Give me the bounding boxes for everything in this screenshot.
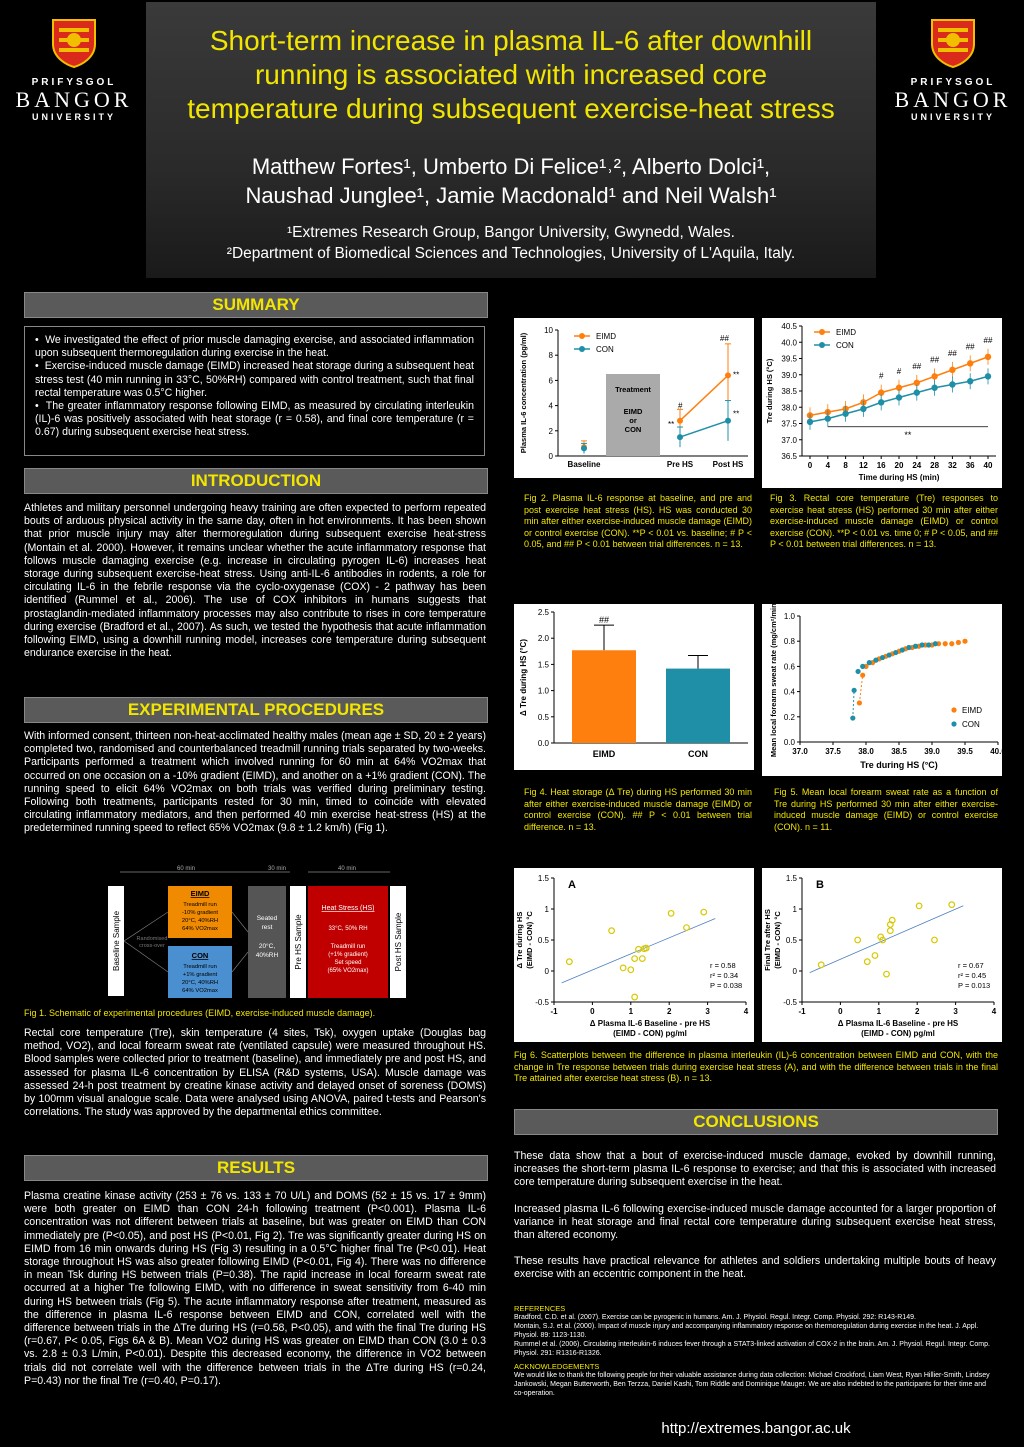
legend-marker — [819, 329, 825, 335]
annotation: ## — [930, 355, 940, 365]
logo-right: PRIFYSGOL BANGOR UNIVERSITY — [883, 18, 1023, 122]
fig1-schematic — [100, 862, 420, 1002]
legend-label: EIMD — [836, 328, 856, 337]
data-point — [684, 925, 690, 931]
data-point — [943, 641, 948, 646]
authors: Matthew Fortes¹, Umberto Di Felice¹˒², Alberto Dolci¹, Naushad Junglee¹, Jamie Macdonald¹ and Neil Walsh¹ — [245, 154, 777, 208]
y-tick-label: 6 — [548, 376, 553, 386]
poster-header — [146, 2, 876, 278]
data-point — [725, 372, 731, 378]
y-tick-label: 39.0 — [781, 370, 797, 380]
data-point — [872, 953, 878, 959]
svg-text:-10% gradient: -10% gradient — [181, 910, 219, 916]
svg-text:Treadmill run: Treadmill run — [183, 964, 217, 970]
y-tick-label: 36.5 — [781, 452, 797, 461]
x-tick-label: 39.5 — [957, 747, 973, 756]
svg-text:20°C,: 20°C, — [258, 943, 276, 950]
poster-title: Short-term increase in plasma IL-6 after downhill running is associated with increased core temperature during subsequent exercise-heat stress — [187, 25, 835, 124]
regression-line — [562, 918, 716, 982]
x-tick-label: -1 — [550, 1007, 558, 1016]
annotation: ** — [733, 370, 740, 380]
annotation: ** — [668, 420, 675, 430]
svg-text:Set speed: Set speed — [334, 960, 362, 966]
x-axis-label: Δ Plasma IL-6 Baseline - pre HS — [589, 1019, 711, 1028]
data-point — [949, 641, 954, 646]
data-point — [888, 928, 894, 934]
annotation: # — [896, 366, 902, 376]
y-tick-label: 2 — [548, 426, 553, 436]
data-point — [893, 650, 898, 655]
panel-label: B — [816, 879, 824, 891]
svg-text:20°C, 40%RH: 20°C, 40%RH — [181, 980, 219, 986]
y-tick-label: 0.0 — [537, 739, 549, 748]
series-line — [853, 690, 854, 718]
experimental-text-1: With informed consent, thirteen non-heat-acclimated healthy males (mean age ± SD, 20 ± 2 years) completed two, randomised and counterbalanced treadmill running trials separated by two-weeks. Participants performed a treatment which involved running for 60 min at 64% VO2max that occurred on one occasion on a -10% gradient (EIMD), and another on a +1% gradient (CON). The running speed to elicit 64% VO2max on both trials was verified during preliminary testing. Following both treatments, participants rested for 30 min, timed to coincide with elevated circulating inflammatory mediators, and then performed 40 min exercise heat-stress (HS) at the predetermined running speed to reflect 65% VO2max (9.8 ± 1.2 km/h) (Fig 1). — [24, 730, 486, 835]
data-point — [842, 411, 848, 417]
x-axis-label: (EIMD - CON) pg/ml — [861, 1029, 935, 1038]
data-point — [581, 445, 587, 451]
annotation: ## — [720, 333, 729, 343]
legend-label: CON — [596, 345, 614, 354]
y-axis-label: Tre during HS (°C) — [765, 358, 774, 424]
x-tick-label: -1 — [798, 1007, 806, 1016]
y-tick-label: 1.5 — [785, 874, 797, 883]
summary-bullet: • We investigated the effect of prior muscle damaging exercise, and associated inflammation upon subsequent thermoregulation during exercise in the heat. — [35, 334, 474, 360]
summary-box — [24, 326, 485, 456]
fig4-chart — [514, 604, 754, 770]
y-tick-label: 8 — [548, 351, 553, 361]
x-tick-label: 12 — [858, 461, 868, 470]
fig3-caption: Fig 3. Rectal core temperature (Tre) responses to exercise heat stress (HS) performed 30 min after either exercise-induced muscle damage (EIMD) or control exercise (CON). **P < 0.01 vs. time 0; # P < 0.05, and ## P < 0.01 between trial differences. n = 13. — [770, 493, 998, 549]
footer-url[interactable]: http://extremes.bangor.ac.uk — [661, 1420, 851, 1437]
data-point — [567, 959, 573, 965]
x-tick-label: 4 — [825, 461, 831, 470]
y-tick-label: 39.5 — [781, 354, 797, 364]
data-point — [807, 419, 813, 425]
x-tick-label: CON — [688, 749, 708, 759]
treatment-label: EIMD — [623, 407, 643, 416]
fig1-eimd-title: EIMD — [190, 889, 210, 898]
svg-text:rest: rest — [261, 924, 273, 931]
x-tick-label: 3 — [705, 1007, 710, 1016]
y-tick-label: 0 — [544, 967, 549, 976]
data-point — [962, 639, 967, 644]
reference-item: Bradford, C.D. et al. (2007). Exercise can be pyrogenic in humans. Am. J. Physiol. Regul. Integr. Comp. Physiol. 292: R143-R149. — [514, 1314, 916, 1321]
x-tick-label: 39.0 — [924, 747, 940, 756]
data-point — [860, 406, 866, 412]
legend-label: EIMD — [596, 332, 616, 341]
svg-text:20°C, 40%RH: 20°C, 40%RH — [181, 918, 219, 924]
annotation: ** — [904, 429, 912, 440]
x-tick-label: 40 — [983, 461, 993, 470]
y-tick-label: 0.0 — [783, 738, 795, 747]
y-tick-label: 0.2 — [783, 712, 795, 722]
series-line — [859, 675, 862, 703]
data-point — [855, 937, 861, 943]
x-axis-label: (EIMD - CON) pg/ml — [613, 1029, 687, 1038]
x-tick-label: 0 — [590, 1007, 595, 1016]
introduction-text: Athletes and military personnel undergoing heavy training are often expected to perform repeated bouts of arduous physical activity in the same day, often in hot environments. It has been shown that prior muscle injury may alter thermoregulation during subsequent exercise heat-stress (Montain et al. 2000). However, it remains unclear whether the acute inflammatory response that follows muscle damaging exercise (e.g. increase in circulating pyrogen IL-6) increases heat storage during subsequent exercise-heat stress. Using anti-IL-6 antibodies in rodents, a role for circulating IL-6 in the febrile response via the cyclo-oxygenase (COX) - 2 pathway has been identified (Rummel et al., 2006). The use of COX inhibitors in humans suggests that prostaglandin-mediated inflammatory processes may also contribute to rises in core temperature during exercise (Bradford et al., 2007). As such, we tested the hypothesis that acute inflammation following EIMD, using a downhill running model, increases core temperature during subsequent endurance exercise in the heat. — [24, 502, 486, 660]
stat-label: r = 0.67 — [958, 961, 984, 970]
data-point — [913, 644, 918, 649]
data-point — [855, 669, 860, 674]
results-heading: RESULTS — [24, 1155, 488, 1181]
y-axis-label: Final Tre after HS — [763, 909, 772, 971]
data-point — [880, 655, 885, 660]
data-point — [920, 642, 925, 647]
fig1-baseline-sample: Baseline Sample — [112, 910, 121, 972]
series-line — [680, 375, 728, 420]
data-point — [701, 909, 707, 915]
data-point — [906, 645, 911, 650]
fig1-randomised: Randomised — [136, 936, 168, 942]
data-point — [956, 640, 961, 645]
y-axis-label: Δ Tre during HS (°C) — [519, 639, 528, 716]
fig1-caption: Fig 1. Schematic of experimental procedures (EIMD, exercise-induced muscle damage). — [24, 1008, 376, 1018]
data-point — [628, 967, 634, 973]
stat-label: r = 0.58 — [710, 961, 736, 970]
fig5-caption: Fig 5. Mean local forearm sweat rate as a function of Tre during HS performed 30 min after either exercise-induced muscle damage (EIMD) or control exercise (CON). n = 11. — [774, 787, 998, 832]
fig1-prehs-sample: Pre HS Sample — [294, 914, 303, 970]
svg-text:33°C, 50% RH: 33°C, 50% RH — [328, 926, 368, 932]
data-point — [677, 418, 683, 424]
annotation: ## — [965, 342, 975, 352]
data-point — [932, 937, 938, 943]
x-tick-label: 4 — [743, 1007, 749, 1016]
x-tick-label: Baseline — [567, 460, 601, 469]
x-tick-label: 37.0 — [792, 747, 808, 756]
fig1-hs-title: Heat Stress (HS) — [321, 905, 375, 912]
annotation: ## — [912, 361, 922, 371]
legend-marker — [579, 333, 585, 339]
x-tick-label: 1 — [628, 1007, 634, 1016]
summary-bullet: • The greater inflammatory response following EIMD, as measured by circulating interleukin (IL)-6 was positively associated with heat storage (r = 0.58), and final core temperature (r = 0.67) during subsequent exercise heat stress. — [35, 400, 474, 439]
affiliations: ¹Extremes Research Group, Bangor University, Gwynedd, Wales. ²Department of Biomedical Sciences and Technologies, University of L'Aquila, Italy. — [226, 224, 796, 262]
y-axis-label: Plasma IL-6 concentration (pg/ml) — [519, 332, 528, 454]
svg-text:Treadmill run: Treadmill run — [183, 902, 217, 908]
y-tick-label: 0.6 — [783, 662, 795, 672]
panel-label: A — [568, 879, 576, 891]
summary-bullet: • Exercise-induced muscle damage (EIMD) increased heat storage during a subsequent heat stress test (40 min running in 33°C, 50%RH) compared with control treatment, such that final rectal temperature was 0.5°C higher. — [35, 360, 474, 399]
treatment-label: or — [629, 416, 637, 425]
data-point — [949, 367, 955, 373]
legend-marker — [951, 721, 956, 726]
fig2-caption: Fig 2. Plasma IL-6 response at baseline, and pre and post exercise heat stress (HS). HS was conducted 30 min after either exercise-induced muscle damage (EIMD) or control exercise (CON). **P < 0.01 vs. baseline; # P < 0.05, and ## P < 0.01 between trial differences. n = 13. — [524, 493, 752, 549]
stat-label: P = 0.013 — [958, 981, 991, 990]
y-tick-label: 40.5 — [781, 322, 797, 331]
y-tick-label: -0.5 — [783, 998, 797, 1007]
y-tick-label: 37.5 — [781, 419, 797, 429]
fig6-caption: Fig 6. Scatterplots between the difference in plasma interleukin (IL)-6 concentration between EIMD and CON, with the change in Tre response between trials during exercise heat stress (A), and with the difference between trials in the final Tre attained after exercise heat stress (B). n = 13. — [514, 1050, 998, 1083]
data-point — [873, 658, 878, 663]
legend-marker — [951, 707, 956, 712]
data-point — [967, 360, 973, 366]
y-tick-label: 4 — [548, 401, 553, 411]
legend-label: CON — [962, 720, 980, 729]
bar — [572, 650, 636, 743]
x-axis-label: Tre during HS (°C) — [860, 760, 938, 770]
svg-text:(+1% gradient): (+1% gradient) — [328, 952, 368, 958]
x-tick-label: 24 — [912, 461, 922, 470]
treatment-label: Treatment — [615, 385, 651, 394]
data-point — [931, 385, 937, 391]
x-tick-label: 20 — [894, 461, 904, 470]
data-point — [867, 660, 872, 665]
data-point — [636, 947, 642, 953]
fig1-posths-sample: Post HS Sample — [394, 912, 403, 972]
y-tick-label: 1.5 — [537, 874, 549, 883]
introduction-heading: INTRODUCTION — [24, 468, 488, 494]
y-tick-label: 0 — [548, 452, 553, 461]
fig5-chart — [762, 600, 1006, 776]
fig4-caption: Fig 4. Heat storage (Δ Tre) during HS performed 30 min after either exercise-induced muscle damage (EIMD) or control exercise (CON). ## P < 0.01 between trial difference. n = 13. — [524, 787, 752, 832]
annotation: ## — [947, 348, 957, 358]
data-point — [857, 700, 862, 705]
fig1-rest: Seated — [256, 915, 278, 922]
conclusions-heading: CONCLUSIONS — [514, 1109, 998, 1135]
data-point — [916, 903, 922, 909]
data-point — [931, 373, 937, 379]
data-point — [900, 647, 905, 652]
y-tick-label: 1 — [544, 905, 549, 914]
references: REFERENCES Bradford, C.D. et al. (2007). Exercise can be pyrogenic in humans. Am. J. Physiol. Regul. Integr. Comp. Physiol. 292: R143-R149. Montain, S.J. et al. (2000). Impact of muscle injury and accompanying inflammatory response on thermoregulation during exercise in the heat. J. Appl. Physiol. 89: 1123-1130. Rummel et al. (2006). Circulating interleukin-6 induces fever through a STAT3-linked activation of COX-2 in the brain. Am. J. Physiol. Regul. Integr. Comp. Physiol. 291: R1316-R1326. ACKNOWLEDGEMENTS We would like to thank the following people for their valuable assistance during data collection: Michael Crockford, Liam West, Ryan Hillier-Smith, Lindsey Jankowski, Megan Butterworth, Ben Terzza, Daniel Kashi, Tom Riddle and Dominique Mauger. We are also indebted to the participants for their time and co-operation. — [514, 1304, 996, 1398]
y-tick-label: 1.5 — [537, 660, 549, 670]
y-tick-label: 0.5 — [537, 936, 549, 945]
y-tick-label: 0.5 — [785, 936, 797, 945]
y-tick-label: 1.0 — [537, 686, 549, 696]
x-tick-label: 8 — [843, 461, 848, 470]
fig1-time-60: 60 min — [176, 866, 196, 872]
data-point — [609, 928, 615, 934]
series-line — [680, 421, 728, 437]
data-point — [850, 715, 855, 720]
svg-text:40%RH: 40%RH — [255, 952, 279, 959]
shield-icon — [930, 18, 976, 68]
y-axis-label: (EIMD - CON) °C — [773, 911, 782, 969]
data-point — [860, 673, 865, 678]
fig2-chart — [514, 318, 754, 478]
annotation: # — [678, 401, 683, 411]
fig6a-chart — [514, 868, 754, 1042]
svg-text:64% VO2max: 64% VO2max — [182, 926, 218, 932]
data-point — [825, 415, 831, 421]
y-tick-label: 38.5 — [781, 387, 797, 396]
acknowledgements: We would like to thank the following people for their valuable assistance during data collection: Michael Crockford, Liam West, Ryan Hillier-Smith, Lindsey Jankowski, Megan Butterworth, Ben Terzza, Daniel Kashi, Tom Riddle and Dominique Mauger. We are also indebted to the participants for their time and co-operation. — [514, 1372, 990, 1397]
svg-text:Treadmill run: Treadmill run — [330, 944, 366, 950]
regression-line — [810, 906, 964, 973]
x-tick-label: 1 — [876, 1007, 882, 1016]
fig6b-chart — [762, 868, 1002, 1042]
shield-icon — [51, 18, 97, 68]
annotation: ## — [983, 335, 993, 345]
y-axis-label: Mean local forearm sweat rate (mg/cm²/min) — [769, 600, 778, 758]
x-tick-label: 40.0 — [990, 747, 1006, 756]
fig1-time-40: 40 min — [337, 866, 357, 872]
svg-text:+1% gradient: +1% gradient — [182, 972, 218, 978]
legend-label: EIMD — [962, 706, 982, 715]
y-tick-label: -0.5 — [535, 998, 549, 1007]
legend-marker — [819, 342, 825, 348]
y-tick-label: 0.8 — [783, 637, 795, 647]
x-tick-label: 4 — [991, 1007, 997, 1016]
fig3-chart — [762, 318, 1002, 488]
stat-label: r² = 0.45 — [958, 971, 987, 980]
y-tick-label: 40.0 — [781, 338, 797, 348]
x-tick-label: 32 — [947, 461, 957, 470]
y-tick-label: 10 — [544, 326, 553, 335]
data-point — [677, 434, 683, 440]
y-tick-label: 0 — [792, 967, 797, 976]
reference-item: Rummel et al. (2006). Circulating interleukin-6 induces fever through a STAT3-linked activation of COX-2 in the brain. Am. J. Physiol. Regul. Integr. Comp. Physiol. 291: R1316-R1326. — [514, 1341, 990, 1357]
legend-label: CON — [836, 341, 854, 350]
data-point — [985, 354, 991, 360]
data-point — [640, 956, 646, 962]
x-tick-label: 28 — [930, 461, 940, 470]
data-point — [864, 959, 870, 965]
fig1-time-30: 30 min — [267, 866, 287, 872]
x-tick-label: 3 — [953, 1007, 958, 1016]
x-tick-label: 16 — [876, 461, 886, 470]
fig1-con-title: CON — [191, 951, 209, 960]
y-tick-label: 1 — [792, 905, 797, 914]
y-axis-label: (EIMD - CON) °C — [525, 911, 534, 969]
x-tick-label: EIMD — [592, 749, 616, 759]
results-text: Plasma creatine kinase activity (253 ± 76 vs. 133 ± 70 U/L) and DOMS (52 ± 15 vs. 17 ± 9mm) were both greater on EIMD than CON 24-h following treatment (P<0.001). Plasma IL-6 concentration was not different between trials at baseline, but was greater on EIMD than CON immediately pre (P<0.05), and post HS (P<0.01, Fig 2). Tre was significantly greater during HS on EIMD from 16 min onwards during HS (Fig 3) resulting in a 0.5°C higher final Tre (P<0.01). Heat storage throughout HS was also greater following EIMD (P<0.01, Fig 4). There was no difference in mean Tsk during HS between trials (P=0.38). The rapid increase in local forearm sweat rate occurred at a higher Tre following EIMD, with no difference in sweat sensitivity from 6-40 min during HS between trials (Fig 5). The acute inflammatory response after treatment, measured as the difference in plasma IL-6 response between EIMD and CON, correlated well with the difference between trials in the ΔTre during HS (r=0.58, P<0.05), and with the final Tre during HS (r=0.67, P< 0.05, Figs 6A & B). Mean VO2 during HS was greater on EIMD than CON (3.0 ± 0.3 vs. 2.8 ± 0.3 L/min, P<0.01). Despite this decreased economy, the difference in VO2 between trials did not correlate well with the difference between trials in the ΔTre during HS (r=0.24, P=0.43) nor the final Tre (r=0.40, P=0.17). — [24, 1190, 486, 1387]
data-point — [878, 399, 884, 405]
annotation: ## — [598, 615, 610, 626]
x-tick-label: 2 — [666, 1007, 672, 1016]
experimental-heading: EXPERIMENTAL PROCEDURES — [24, 697, 488, 723]
data-point — [949, 902, 955, 908]
data-point — [884, 971, 890, 977]
data-point — [926, 642, 931, 647]
data-point — [632, 956, 638, 962]
x-tick-label: 37.5 — [825, 747, 841, 756]
y-axis-label: Δ Tre during HS — [515, 911, 524, 969]
treatment-label: CON — [624, 425, 642, 434]
x-tick-label: 0 — [807, 461, 813, 470]
data-point — [967, 378, 973, 384]
data-point — [668, 911, 674, 917]
x-tick-label: 0 — [838, 1007, 843, 1016]
svg-text:(65% VO2max): (65% VO2max) — [327, 968, 369, 974]
stat-label: P = 0.038 — [710, 981, 743, 990]
reference-item: Montain, S.J. et al. (2000). Impact of muscle injury and accompanying inflammatory response on thermoregulation during exercise in the heat. J. Appl. Physiol. 89: 1123-1130. — [514, 1323, 979, 1339]
bar — [666, 669, 730, 743]
x-tick-label: 38.5 — [891, 747, 907, 756]
data-point — [933, 641, 938, 646]
x-tick-label: 36 — [965, 461, 975, 470]
summary-heading: SUMMARY — [24, 292, 488, 318]
experimental-text-2: Rectal core temperature (Tre), skin temperature (4 sites, Tsk), oxygen uptake (Douglas bag method, VO2), and local forearm sweat rate (ventilated capsule) were measured throughout HS. Blood samples were collected prior to treatment (baseline), and immediately pre and post HS, and assessed for plasma IL-6 concentration by ELISA (R&D systems, USA). Muscle damage was assessed 24-h post treatment by creatine kinase activity and delayed onset of soreness (DOMS) by 100mm visual analogue scale. Data were analysed using ANOVA, paired t-tests and Pearson's correlations. The study was approved by the departmental ethics committee. — [24, 1027, 486, 1119]
y-tick-label: 2.0 — [537, 634, 549, 644]
annotation: ** — [733, 409, 740, 419]
data-point — [949, 381, 955, 387]
data-point — [887, 652, 892, 657]
annotation: # — [878, 371, 884, 381]
x-axis-label: Time during HS (min) — [858, 473, 940, 482]
conclusions-text: These data show that a bout of exercise-induced muscle damage, evoked by downhill running, increases the short-term plasma IL-6 response to exercise; and that this is associated with increased core temperature during subsequent exercise in the heat. Increased plasma IL-6 following exercise-induced muscle damage accounted for a larger proportion of variance in heat storage and final rectal core temperature during subsequent exercise heat stress, than altered economy. These results have practical relevance for athletes and soldiers undertaking multiple bouts of heavy exercise with an eccentric component in the heat. — [514, 1150, 996, 1281]
data-point — [725, 418, 731, 424]
svg-text:cross-over: cross-over — [139, 943, 165, 949]
data-point — [818, 962, 824, 968]
data-point — [985, 373, 991, 379]
data-point — [632, 994, 638, 1000]
y-tick-label: 38.0 — [781, 403, 797, 413]
x-tick-label: Post HS — [712, 460, 744, 469]
y-tick-label: 1.0 — [783, 612, 795, 621]
y-tick-label: 0.4 — [783, 687, 795, 697]
logo-left: PRIFYSGOL BANGOR UNIVERSITY — [4, 18, 144, 122]
data-point — [860, 664, 865, 669]
x-axis-label: Δ Plasma IL-6 Baseline - pre HS — [837, 1019, 959, 1028]
stat-label: r² = 0.34 — [710, 971, 739, 980]
data-point — [914, 389, 920, 395]
x-tick-label: 2 — [914, 1007, 920, 1016]
x-tick-label: Pre HS — [666, 460, 694, 469]
y-tick-label: 2.5 — [537, 608, 549, 617]
x-tick-label: 38.0 — [858, 747, 874, 756]
legend-marker — [579, 346, 585, 352]
data-point — [896, 394, 902, 400]
data-point — [620, 965, 626, 971]
data-point — [852, 688, 857, 693]
y-tick-label: 37.0 — [781, 435, 797, 445]
svg-text:64% VO2max: 64% VO2max — [182, 988, 218, 994]
y-tick-label: 0.5 — [537, 712, 549, 722]
